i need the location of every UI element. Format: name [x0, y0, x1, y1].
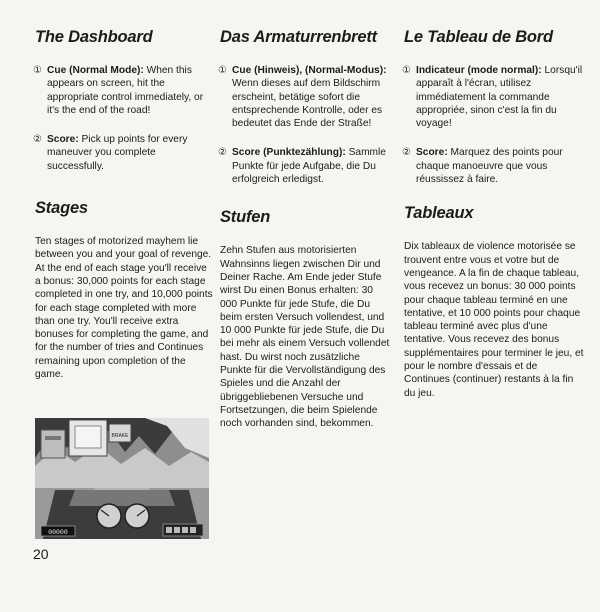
dashboard-heading-de: Das Armaturrenbrett: [220, 28, 377, 46]
item-number-1: ①: [218, 65, 227, 76]
item-term: Score (Punktezählung):: [232, 147, 346, 159]
score-item-en: [35, 133, 213, 173]
game-screenshot: [35, 418, 209, 539]
score-readout: 00000: [48, 529, 68, 536]
item-number-2: ②: [218, 147, 227, 159]
stages-heading-en: Stages: [35, 199, 88, 218]
item-text: Wenn dieses auf dem Bildschirm erscheint, betätige sofort die entsprechende Kontrolle, oder es bedeutet das Ende der Straße!: [232, 78, 383, 130]
game-screenshot-art: [35, 418, 209, 539]
dashboard-heading-fr: Le Tableau de Bord: [404, 28, 553, 46]
item-text: Sammle Punkte für jede Aufgabe, die Du erfolgreich erledigst.: [232, 147, 386, 186]
stages-text-fr: Dix tableaux de violence motorisée se trouvent entre vous et votre but de vengeance. A la fin de chaque tableau, vous recevez un bonus: 30 000 points pour chaque tableau terminé en une tentative, et 10 000 points pour chaque tableau terminé avec plus d'une tentative. Vous recevez des bonus supplémentaires pour terminer le jeu, et pour le nombre d'essais et de Continues (continuer) restants à la fin du jeu.: [404, 241, 584, 399]
item-term: Indicateur (mode normal):: [416, 65, 542, 76]
brake-label: BRAKE: [111, 433, 129, 439]
cue-item-fr: [404, 64, 584, 130]
score-item-fr: [404, 146, 584, 186]
score-item-de: [220, 146, 392, 186]
item-text: Pick up points for every maneuver you complete successfully.: [47, 134, 188, 172]
english-column: [35, 28, 213, 381]
stages-heading-de: Stufen: [220, 208, 271, 227]
german-column: [220, 28, 392, 431]
item-term: Cue (Hinweis), (Normal-Modus):: [232, 65, 387, 76]
item-term: Score:: [47, 134, 79, 146]
item-term: Cue (Normal Mode):: [47, 65, 144, 76]
item-number-2: ②: [402, 147, 411, 159]
item-text: Marquez des points pour chaque manoeuvre que vous réussissez à faire.: [416, 147, 563, 186]
cue-item-de: [220, 64, 392, 130]
item-number-1: ①: [402, 65, 411, 76]
item-number-1: ①: [33, 65, 42, 76]
page-number: 20: [33, 546, 49, 562]
french-column: [404, 28, 584, 400]
item-term: Score:: [416, 147, 448, 159]
dashboard-heading-en: The Dashboard: [35, 28, 153, 46]
cue-item-en: [35, 64, 213, 117]
item-text: Lorsqu'il apparaît à l'écran, utilisez immédiatement la commande appropriée, sinon c'est la fin du voyage!: [416, 65, 583, 130]
item-text: When this appears on screen, hit the appropriate control immediately, or it's the end of the road!: [47, 65, 204, 116]
stages-text-en: Ten stages of motorized mayhem lie between you and your goal of revenge. At the end of each stage you'll receive a bonus: 30,000 points for each stage completed in one try, and 10,000 points for each stage completed with more than one try. You'll receive extra bonuses for completing the game, and for the number of tries and Continues remaining upon completion of the game.: [35, 236, 213, 381]
item-number-2: ②: [33, 134, 42, 146]
stages-heading-fr: Tableaux: [404, 204, 474, 223]
stages-text-de: Zehn Stufen aus motorisierten Wahnsinns liegen zwischen Dir und Deiner Rache. Am Ende jeder Stufe wirst Du einen Bonus erhalten: 30 000 Punkte für jede Stufe, die Du beim ersten Versuch vollendest, und 10 000 Punkte für jede Stufe, die Du bei mehr als einem Versuch vollendet hast. Du wirst noch zusätzliche Punkte für die Vervollständigung des Spieles und die Anzahl der übriggebliebenen Versuche und Fortsetzungen, die beim Spielende noch vorhanden sind, bekommen.: [220, 245, 390, 430]
